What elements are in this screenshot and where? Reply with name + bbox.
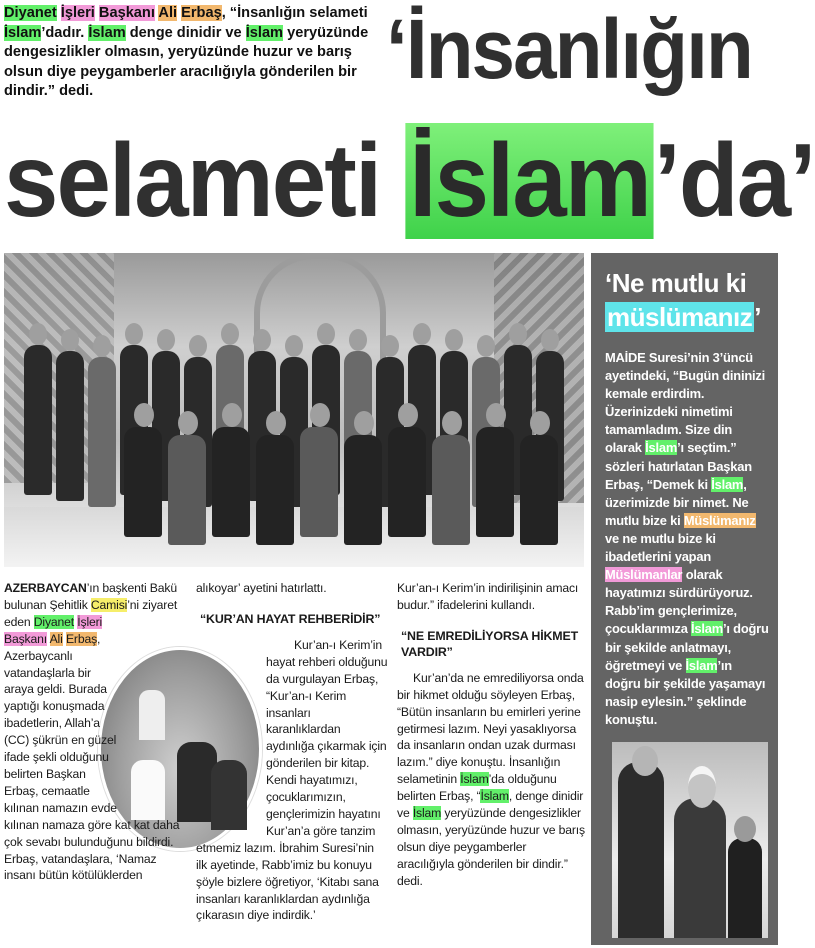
- text-run: olarak hayatımızı sürdürüyoruz. Rabb’im gençlerimize, çocuklarımıza: [605, 567, 753, 637]
- person-head: [222, 403, 242, 427]
- person-head: [349, 329, 367, 351]
- person-head: [134, 403, 154, 427]
- headline-line-1: ‘İnsanlığın: [386, 2, 752, 96]
- person-head: [509, 323, 527, 345]
- text-run: Suresi’nin 3’üncü ayetindeki, “Bugün dininizi kemale erdirdim. Üzerinizdeki nimetimi tamamladım. Size din olarak: [605, 350, 766, 456]
- highlighted-word: İşleri: [77, 614, 103, 629]
- text-wrap-spacer: [121, 644, 187, 844]
- person-head: [398, 403, 418, 427]
- text-run: yeryüzünde dengesizlikler olmasın, yeryüzünde huzur ve barış olsun diye peygamberler aracılığıyla gönderilen bir dindir.” dedi.: [397, 806, 585, 888]
- person-head: [61, 329, 79, 351]
- highlighted-word: İslam: [480, 789, 509, 804]
- headline-highlight-islam: İslam: [406, 123, 654, 239]
- imam-figure: [674, 798, 726, 938]
- highlighted-word: İslam: [460, 772, 489, 787]
- sidebar-body: [605, 349, 769, 729]
- person-head: [354, 411, 374, 435]
- person-head: [29, 323, 47, 345]
- lead-word: AZERBAYCAN: [4, 581, 87, 595]
- text-run: , denge dinidir ve: [397, 789, 584, 821]
- highlighted-word: Müslümanlar: [605, 567, 683, 583]
- text-run: denge dinidir ve: [125, 24, 246, 41]
- person-figure: [300, 427, 338, 537]
- person-figure: [520, 435, 558, 545]
- column-3-top: Kur’an-ı Kerim’in indirilişinin amacı budur.” ifadelerini kullandı.: [397, 581, 579, 612]
- highlighted-word: Diyanet: [4, 5, 57, 21]
- highlighted-word: İslam: [245, 24, 284, 41]
- highlighted-word: Ali: [49, 631, 63, 646]
- highlighted-word: Müslümanız: [683, 512, 756, 528]
- highlighted-word: Erbaş: [181, 5, 222, 21]
- person-figure: [388, 427, 426, 537]
- person-head: [442, 411, 462, 435]
- sidebar-title-end: ’: [754, 302, 761, 332]
- lead-paragraph: [4, 4, 384, 102]
- person-head: [157, 329, 175, 351]
- highlighted-word: İslam: [711, 476, 744, 492]
- column-2-body: Kur’an-ı Kerim’in hayat rehberi olduğunu da vurgulayan Erbaş, “Kur’an-ı Kerim insanları karanlıklardan aydınlığa çıkarmak için gönderilen bir kitap. Kendi hayatımızı, çocuklarımızın, gençlerimizin hayatını Kur’an’a göre tanzim etmemiz lazım. İbrahim Suresi’nin ilk ayetinde, Rabb’imiz bu konuyu şöyle bizlere öğretiyor, ‘Kitabı sana insanları karanlıklardan aydınlığa çıkarasın diye indirdik.’: [196, 637, 388, 923]
- subhead-emrediliyorsa: “NE EMREDİLİYORSA HİKMET VARDIR”: [401, 628, 578, 659]
- text-run: yeryüzünde dengesizlikler olmasın, yeryüzünde huzur ve barış olsun diye peygamberler aracılığıyla gönderilen bir dindir.” dedi.: [4, 24, 369, 100]
- highlighted-word: Camisi: [90, 597, 128, 612]
- person-head: [221, 323, 239, 345]
- article-column-2: [196, 580, 388, 924]
- person-head: [125, 323, 143, 345]
- person-head: [445, 329, 463, 351]
- highlighted-word: Erbaş: [65, 631, 98, 646]
- person-head: [253, 329, 271, 351]
- text-run: ’ni ziyaret eden: [4, 597, 178, 629]
- highlighted-word: Başkanı: [4, 631, 47, 646]
- column-3-body: [397, 670, 585, 890]
- highlighted-word: Başkanı: [98, 5, 155, 21]
- column-2-top: alıkoyar’ ayetini hatırlattı.: [196, 581, 327, 595]
- text-run: , “İnsanlığın selameti: [221, 5, 368, 21]
- person-figure: [24, 345, 52, 495]
- child-head: [734, 816, 756, 842]
- person-head: [486, 403, 506, 427]
- person-figure: [212, 427, 250, 537]
- highlighted-word: İslam: [412, 806, 442, 821]
- person-figure: [88, 357, 116, 507]
- man-figure: [618, 762, 664, 938]
- person-head: [285, 335, 303, 357]
- text-run: , Azerbaycanlı vatandaşlarla bir araya geldi. Burada yaptığı konuşmada ibadetlerin, Allah’a (CC) şükrün en güzel ifade şekli olduğunu belirten Başkan Erbaş, cemaatle kılınan namazın evde kılınan namaza göre kat kat daha çok sevabı bulunduğunu bildirdi. Erbaş, vatandaşlara, ‘Namaz insanı bütün kötülüklerden: [4, 631, 180, 883]
- person-head: [317, 323, 335, 345]
- headline-suffix: ’da’: [653, 123, 815, 239]
- person-figure: [56, 351, 84, 501]
- article-column-1: [4, 580, 187, 884]
- highlighted-word: İslam: [4, 24, 42, 41]
- child-figure: [728, 838, 762, 938]
- person-figure: [432, 435, 470, 545]
- highlighted-word: İslam: [645, 440, 678, 456]
- text-run: ’ı doğru bir şekilde anlatmayı, öğretmeyi ve: [605, 621, 769, 673]
- highlighted-word: İslam: [685, 657, 718, 673]
- headline-prefix: selameti: [4, 123, 406, 239]
- person-figure: [476, 427, 514, 537]
- headline-line-2: [4, 122, 815, 240]
- person-head: [189, 335, 207, 357]
- person-figure: [344, 435, 382, 545]
- subhead-kuran: “KUR’AN HAYAT REHBERİDİR”: [200, 611, 381, 626]
- man-head: [632, 746, 658, 776]
- person-head: [530, 411, 550, 435]
- main-group-photo: [4, 253, 584, 567]
- person-head: [477, 335, 495, 357]
- highlighted-word: Ali: [158, 5, 178, 21]
- imam-head: [688, 766, 716, 808]
- text-wrap-spacer: [196, 637, 266, 823]
- person-head: [93, 335, 111, 357]
- sidebar-title: [605, 266, 775, 334]
- text-run: ’dadır.: [41, 24, 89, 41]
- text-run: ’ın doğru bir şekilde yaşamayı nasip eylesin.” şeklinde konuştu.: [605, 657, 766, 727]
- sidebar-title-line1: ‘Ne mutlu ki: [605, 268, 747, 298]
- lead-word: MAİDE: [605, 350, 646, 365]
- sidebar-photo: [612, 742, 768, 938]
- text-run: Kur’an’da ne emrediliyorsa onda bir hikmet olduğu söyleyen Erbaş, “Bütün insanların bu emirleri yerine getirmesi lazım. Neyi yasaklıyorsa da insanların ondan uzak durması lazım.” diye konuştu. İnsanlığın selametinin: [397, 670, 584, 787]
- text-run: ’da olduğunu belirten Erbaş, “: [397, 772, 557, 804]
- highlighted-word: Diyanet: [33, 614, 75, 629]
- person-figure: [168, 435, 206, 545]
- person-head: [178, 411, 198, 435]
- highlighted-word: İşleri: [60, 5, 95, 21]
- text-run: ’ın başkenti Bakü bulunan Şehitlik: [4, 581, 177, 612]
- highlighted-word: İslam: [691, 621, 724, 637]
- person-head: [310, 403, 330, 427]
- sidebar-title-highlight: müslümanız: [607, 302, 753, 332]
- person-figure: [256, 435, 294, 545]
- person-figure: [124, 427, 162, 537]
- article-column-3: [397, 580, 585, 890]
- text-run: , üzerimizde bir nimet. Ne mutlu bize ki: [605, 476, 749, 528]
- text-run: ve ne mutlu bize ki ibadetlerini yapan: [605, 530, 716, 565]
- text-run: ’ı seçtim.” sözleri hatırlatan Başkan Erbaş, “Demek ki: [605, 440, 752, 492]
- person-head: [381, 335, 399, 357]
- highlighted-word: İslam: [88, 24, 126, 41]
- person-head: [541, 329, 559, 351]
- person-head: [413, 323, 431, 345]
- person-head: [266, 411, 286, 435]
